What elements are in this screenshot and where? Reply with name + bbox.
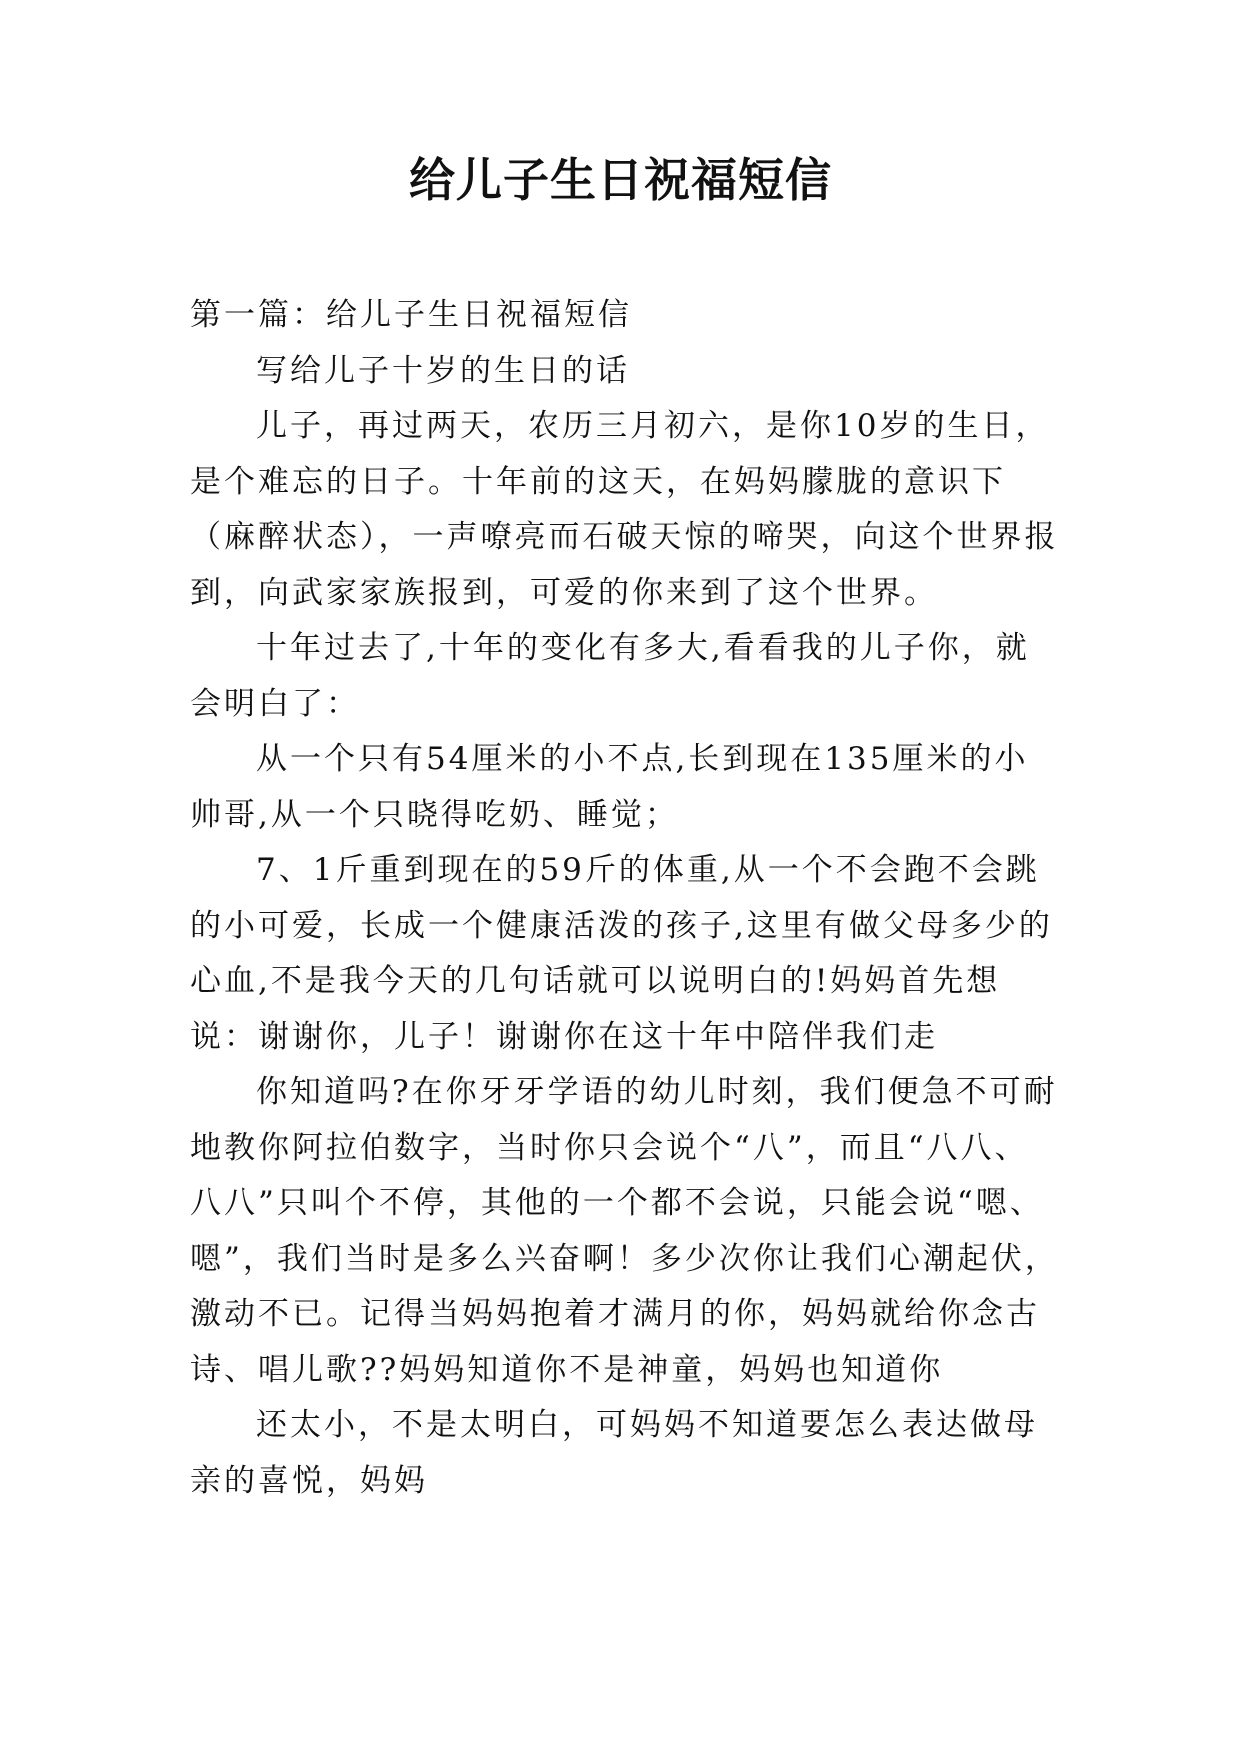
paragraph: 十年过去了,十年的变化有多大,看看我的儿子你，就会明白了： — [190, 630, 1030, 722]
paragraph: 从一个只有54厘米的小不点,长到现在135厘米的小帅哥,从一个只晓得吃奶、睡觉； — [190, 741, 1029, 833]
document-body — [190, 288, 1060, 1509]
paragraph: 写给儿子十岁的生日的话 — [256, 352, 630, 389]
paragraph: 还太小，不是太明白，可妈妈不知道要怎么表达做母亲的喜悦，妈妈 — [190, 1407, 1038, 1499]
paragraph: 7、1斤重到现在的59斤的体重,从一个不会跑不会跳的小可爱，长成一个健康活泼的孩子,这里有做父母多少的心血,不是我今天的几句话就可以说明白的!妈妈首先想说：谢谢你，儿子！谢谢你在这十年中陪伴我们走 — [190, 852, 1053, 1055]
document-title: 给儿子生日祝福短信 — [409, 153, 832, 207]
section-heading: 第一篇：给儿子生日祝福短信 — [190, 297, 632, 333]
paragraph: 儿子，再过两天，农历三月初六，是你10岁的生日，是个难忘的日子。十年前的这天，在妈妈朦胧的意识下（麻醉状态），一声嘹亮而石破天惊的啼哭，向这个世界报到，向武家家族报到，可爱的你来到了这个世界。 — [190, 408, 1059, 611]
paragraph: 你知道吗?在你牙牙学语的幼儿时刻，我们便急不可耐地教你阿拉伯数字，当时你只会说个“八”，而且“八八、八八”只叫个不停，其他的一个都不会说，只能会说“嗯、嗯”，我们当时是多么兴奋啊！多少次你让我们心潮起伏，激动不已。记得当妈妈抱着才满月的你，妈妈就给你念古诗、唱儿歌??妈妈知道你不是神童，妈妈也知道你 — [190, 1074, 1059, 1388]
